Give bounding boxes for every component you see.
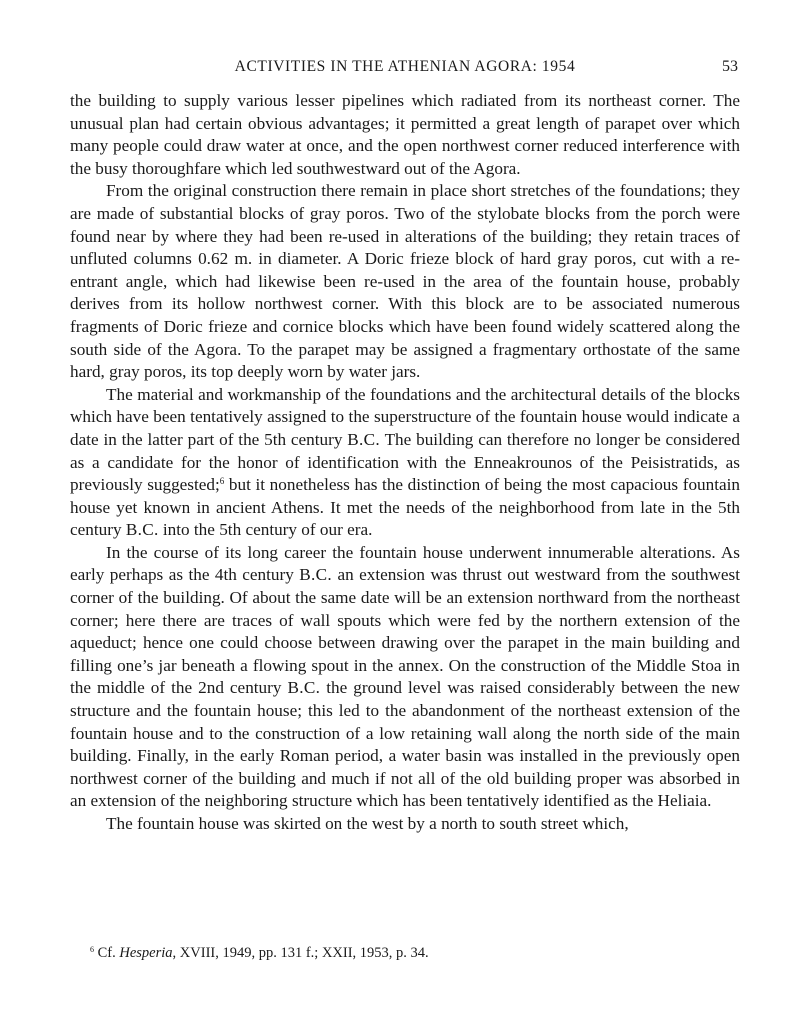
paragraph-3-text-a: The material and workmanship of the foundations and the architectural details of the blocks which have been tentatively assigned to the superstructure of the fountain house would indicate a date in the latter part of the 5th century bbox=[70, 384, 740, 449]
running-title: ACTIVITIES IN THE ATHENIAN AGORA: 1954 bbox=[234, 58, 576, 75]
paragraph-2-text: From the original construction there remain in place short stretches of the foundations; they are made of substantial blocks of gray poros. Two of the stylobate blocks from the porch were found near by where they had been re-used in alterations of the building; they retain traces of unfluted columns 0.62 m. in diameter. A Doric frieze block of hard gray poros, cut with a re-entrant angle, which had likewise been re-used in the area of the fountain house, probably derives from its hollow northwest corner. With this block are to be associated numerous fragments of Doric frieze and cornice blocks which have been found widely scattered along the south side of the Agora. To the parapet may be assigned a fragmentary orthostate of the same hard, gray poros, its top deeply worn by water jars. bbox=[70, 181, 740, 382]
era-abbrev: B.C. bbox=[347, 429, 381, 449]
paragraph-1 bbox=[70, 90, 740, 180]
paragraph-1-text: the building to supply various lesser pipelines which radiated from its northeast corner. The unusual plan had certain obvious advantages; it permitted a great length of parapet over which many people could draw water at once, and the open northwest corner reduced interference with the busy thoroughfare which led southwestward out of the Agora. bbox=[70, 91, 740, 178]
paragraph-3-text-c: but it nonetheless has the distinction of being the most capacious fountain house yet known in ancient Athens. It met the needs of the neighborhood from late in the 5th century bbox=[70, 475, 741, 540]
body-text bbox=[70, 90, 740, 836]
paragraph-4 bbox=[70, 542, 740, 813]
paragraph-4-text-a: In the course of its long career the fountain house underwent innumerable alterations. As early perhaps as the 4th century bbox=[70, 542, 740, 585]
paragraph-3 bbox=[70, 384, 740, 542]
footnote-marker: 6 bbox=[90, 945, 94, 954]
paragraph-4-text-b: an extension was thrust out westward from the southwest corner of the building. Of about the same date will be an extension northward from the northeast corner; here there are traces of wall spouts which were fed by the northern extension of the aqueduct; hence one could choose between drawing over the parapet in the main building and filling one’s jar beneath a flowing spout in the annex. On the construction of the Middle Stoa in the middle of the 2nd century bbox=[70, 565, 740, 698]
era-abbrev: B.C. bbox=[125, 520, 159, 540]
paragraph-5-text: The fountain house was skirted on the west by a north to south street which, bbox=[106, 814, 629, 833]
paragraph-3-text-b: The building can therefore no longer be considered as a candidate for the honor of identification with the Enneakrounos of the Peisistratids, as previously suggested; bbox=[70, 429, 741, 495]
paragraph-5 bbox=[70, 813, 740, 836]
footnote-prefix: Cf. bbox=[97, 945, 116, 961]
paragraph-2 bbox=[70, 180, 740, 383]
running-head bbox=[70, 58, 740, 78]
footnote-journal: Hesperia bbox=[119, 945, 173, 961]
footnote bbox=[90, 944, 429, 962]
era-abbrev: B.C. bbox=[299, 565, 333, 585]
paragraph-3-text-d: into the 5th century of our era. bbox=[162, 520, 373, 540]
era-abbrev: B.C. bbox=[287, 678, 321, 698]
page-number: 53 bbox=[722, 58, 738, 75]
footnote-citation: , XVIII, 1949, pp. 131 f.; XXII, 1953, p. 34. bbox=[172, 945, 429, 961]
paragraph-4-text-c: the ground level was raised considerably between the new structure and the fountain house; this led to the abandonment of the northeast extension of the fountain house and to the construction of a low retaining wall along the north side of the main building. Finally, in the early Roman period, a water basin was installed in the previously open northwest corner of the building and much if not all of the old building proper was absorbed in an extension of the neighboring structure which has been tentatively identified as the Heliaia. bbox=[70, 678, 741, 811]
footnote-reference[interactable]: 6 bbox=[219, 476, 225, 487]
